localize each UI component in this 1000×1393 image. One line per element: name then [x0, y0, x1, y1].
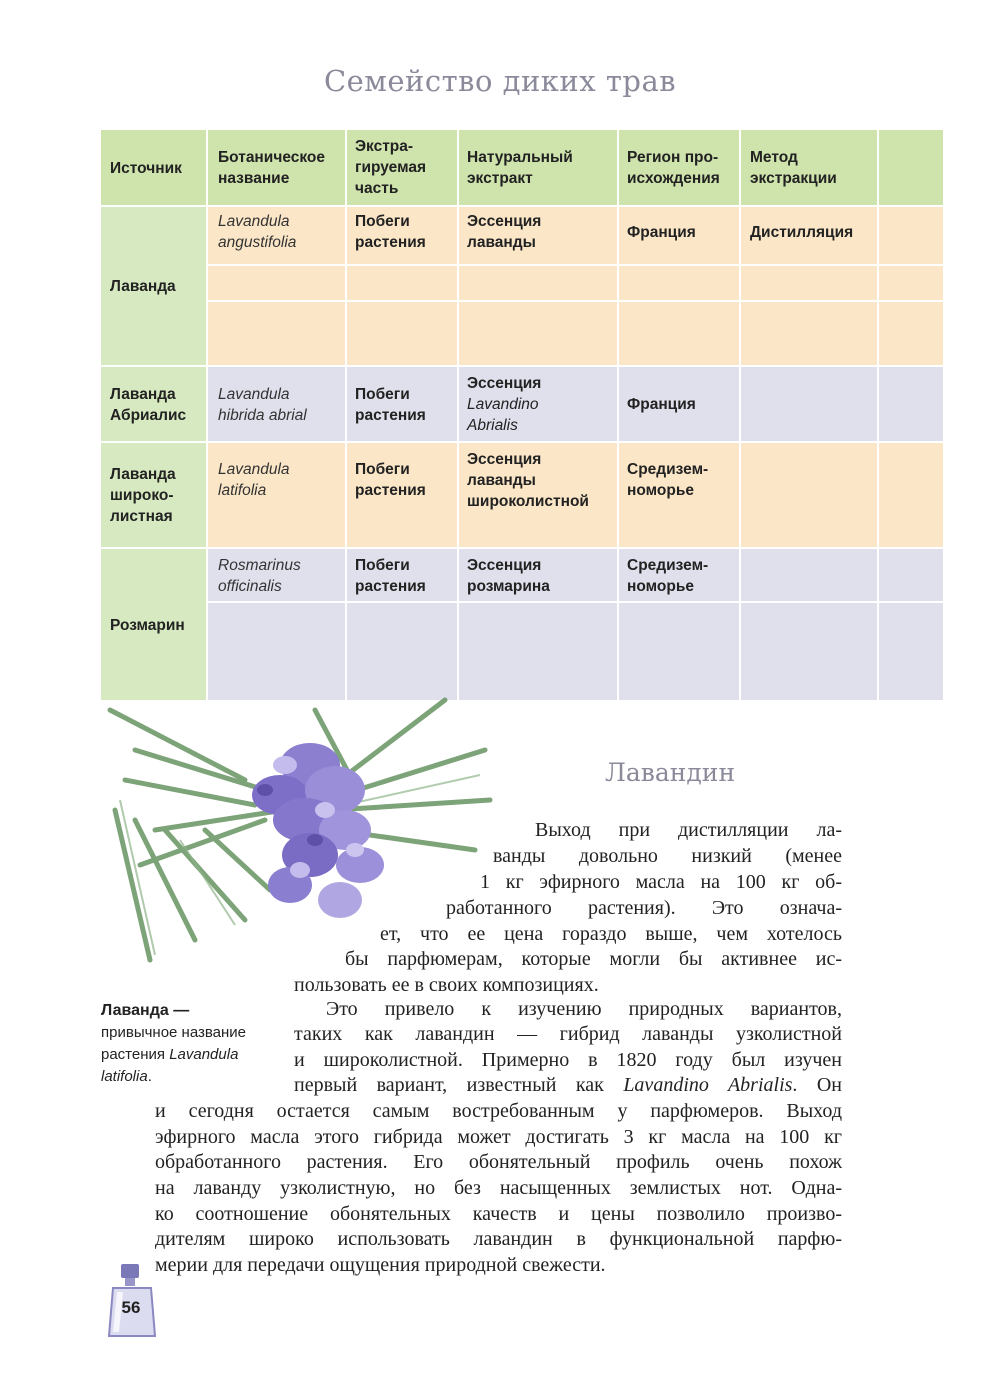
- page-number-badge: [107, 1262, 157, 1340]
- row1-region: Франция: [627, 224, 696, 241]
- text-line: мерии для передачи ощущения природной свежести.: [155, 1254, 606, 1276]
- row2-botanical: Lavandula hibrida abrial: [218, 386, 307, 424]
- text-line: дителям широко использовать лавандин в функциональной парфю-: [155, 1228, 842, 1250]
- row1-method: Дистилляция: [750, 224, 854, 241]
- row-divider: [101, 441, 943, 443]
- row2-extract: Эссенция Lavandino Abrialis: [467, 375, 542, 434]
- caption-text: привычное название растения: [101, 1024, 247, 1063]
- row3-extract: Эссенция лаванды широколистной: [467, 451, 589, 510]
- text-line: Выход при дистилляции ла-: [535, 819, 842, 841]
- text-line: и широколистной. Примерно в 1820 году был изучен: [294, 1049, 842, 1071]
- caption-bold: Лаванда —: [101, 1002, 190, 1019]
- col-divider: [345, 130, 347, 700]
- text-line: бы парфюмерам, которые могли бы активнее ис-: [345, 948, 842, 970]
- header-botanical: Ботаническое название: [218, 149, 326, 187]
- grid-line: [207, 601, 943, 603]
- image-caption: Лаванда — привычное название растения Lavandula latifolia.: [101, 1002, 247, 1085]
- text-line: ко соотношение обонятельных качеств и цены позволило произво-: [155, 1203, 842, 1225]
- row4-extract: Эссенция розмарина: [467, 557, 550, 595]
- row3-part: Побеги растения: [355, 461, 426, 499]
- row-divider: [101, 547, 943, 549]
- col-divider: [739, 130, 741, 700]
- row1-botanical: Lavandula angustifolia: [218, 213, 297, 251]
- header-region: Регион про- исхождения: [627, 149, 720, 187]
- header-source: Источник: [110, 160, 182, 177]
- text-line: и сегодня остается самым востребованным у парфюмеров. Выход: [155, 1100, 842, 1122]
- grid-line: [207, 264, 943, 266]
- row2-source: Лаванда Абриалис: [110, 386, 187, 424]
- col-divider: [877, 130, 879, 700]
- row2-part: Побеги растения: [355, 386, 426, 424]
- text-line: обработанного растения. Его обонятельный профиль очень похож: [155, 1151, 842, 1173]
- row-band-2: [207, 366, 943, 442]
- row1-source: Лаванда: [110, 278, 176, 295]
- grid-line: [207, 300, 943, 302]
- row1-extract: Эссенция лаванды: [467, 213, 542, 251]
- herb-table: [101, 130, 943, 700]
- header-extract: Натуральный экстракт: [467, 149, 573, 187]
- row3-botanical: Lavandula latifolia: [218, 461, 290, 499]
- text-line: ет, что ее цена гораздо выше, чем хотелось: [380, 923, 842, 945]
- page-title: Семейство диких трав: [323, 64, 677, 98]
- text-line: ванды довольно низкий (менее: [493, 845, 842, 867]
- row4-botanical: Rosmarinus officinalis: [218, 557, 301, 595]
- page-number: 56: [121, 1298, 141, 1317]
- text-line: 1 кг эфирного масла на 100 кг об-: [480, 871, 842, 893]
- text-line: первый вариант, известный как Lavandino Abrialis. Он: [294, 1074, 842, 1096]
- text-line: эфирного масла этого гибрида может достигать 3 кг масла на 100 кг: [155, 1126, 842, 1148]
- text-line: Это привело к изучению природных вариантов,: [326, 998, 842, 1020]
- section-heading: Лавандин: [605, 758, 736, 787]
- col-divider: [206, 130, 208, 700]
- row3-source: Лаванда широко- листная: [110, 466, 176, 525]
- row4-part: Побеги растения: [355, 557, 426, 595]
- text-line: пользовать ее в своих композициях.: [294, 974, 599, 996]
- caption-italic: Lavandula latifolia: [101, 1046, 239, 1085]
- text-line: таких как лавандин — гибрид лаванды узколистной: [294, 1023, 842, 1045]
- row4-region: Средизем- номорье: [627, 557, 709, 595]
- row-band-4: [207, 548, 943, 700]
- row2-region: Франция: [627, 396, 696, 413]
- header-part: Экстра- гируемая часть: [355, 138, 427, 197]
- header-method: Метод экстракции: [750, 149, 837, 187]
- col-divider: [457, 130, 459, 700]
- col-divider: [617, 130, 619, 700]
- row-divider: [101, 205, 943, 207]
- row1-part: Побеги растения: [355, 213, 426, 251]
- text-line: работанного растения). Это означа-: [446, 897, 842, 919]
- row3-region: Средизем- номорье: [627, 461, 709, 499]
- row-divider: [101, 365, 943, 367]
- row4-source: Розмарин: [110, 617, 185, 634]
- text-line: на лаванду узколистную, но без насыщенных землистых нот. Одна-: [155, 1177, 842, 1199]
